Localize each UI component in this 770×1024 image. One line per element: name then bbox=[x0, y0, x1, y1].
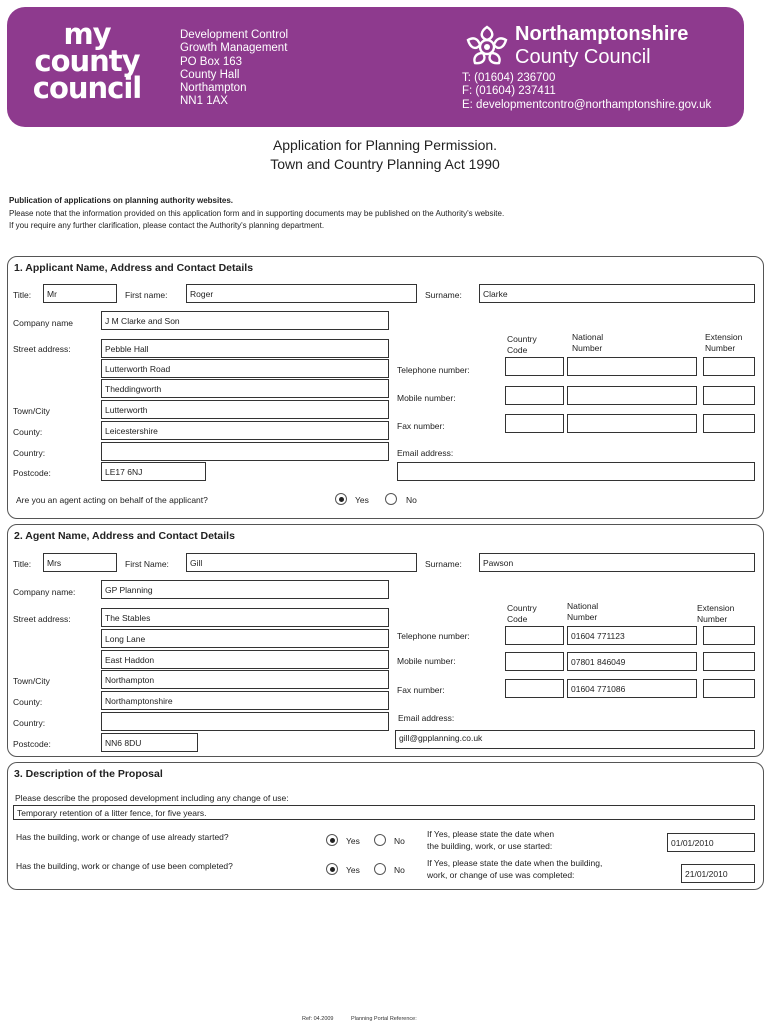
completed-yes-radio[interactable] bbox=[326, 863, 338, 875]
applicant-fax-country-input[interactable] bbox=[505, 414, 564, 433]
agent-county-input[interactable]: Northamptonshire bbox=[101, 691, 389, 710]
agent-surname-input[interactable]: Pawson bbox=[479, 553, 755, 572]
email-label: Email address: bbox=[397, 448, 454, 458]
completed-no-label: No bbox=[394, 865, 405, 875]
agent-fax-extension-input[interactable] bbox=[703, 679, 755, 698]
extension-number-header: Extension Number bbox=[705, 332, 743, 353]
logo-line-1: my bbox=[63, 17, 111, 51]
applicant-postcode-input[interactable]: LE17 6NJ bbox=[101, 462, 206, 481]
agent-street-2-input[interactable]: Long Lane bbox=[101, 629, 389, 648]
applicant-country-input[interactable] bbox=[101, 442, 389, 461]
proposal-description-input[interactable]: Temporary retention of a litter fence, for five years. bbox=[13, 805, 755, 820]
completed-yes-label: Yes bbox=[346, 865, 360, 875]
agent-company-input[interactable]: GP Planning bbox=[101, 580, 389, 599]
started-question: Has the building, work or change of use already started? bbox=[16, 832, 229, 842]
started-yes-label: Yes bbox=[346, 836, 360, 846]
company-label: Company name: bbox=[13, 587, 76, 597]
agent-first-name-input[interactable]: Gill bbox=[186, 553, 417, 572]
applicant-street-3-input[interactable]: Theddingworth bbox=[101, 379, 389, 398]
fax-label: Fax number: bbox=[397, 685, 445, 695]
fax-line: F: (01604) 237411 bbox=[462, 85, 556, 98]
street-label: Street address: bbox=[13, 344, 71, 354]
agent-mob-country-input[interactable] bbox=[505, 652, 564, 671]
agent-yes-radio[interactable] bbox=[335, 493, 347, 505]
logo-line-3: council bbox=[32, 71, 142, 105]
town-label: Town/City bbox=[13, 676, 50, 686]
national-number-header: National Number bbox=[567, 601, 599, 622]
country-label: Country: bbox=[13, 448, 46, 458]
completed-question: Has the building, work or change of use been completed? bbox=[16, 861, 233, 871]
footer-portal-reference: Planning Portal Reference: bbox=[351, 1016, 417, 1022]
agent-street-3-input[interactable]: East Haddon bbox=[101, 650, 389, 669]
section-1-title: 1. Applicant Name, Address and Contact Details bbox=[14, 262, 254, 274]
telephone-label: Telephone number: bbox=[397, 365, 470, 375]
postcode-label: Postcode: bbox=[13, 739, 51, 749]
publication-heading: Publication of applications on planning authority websites. bbox=[9, 196, 234, 205]
email-line: E: developmentcontro@northamptonshire.gov.uk bbox=[462, 98, 712, 111]
applicant-surname-input[interactable]: Clarke bbox=[479, 284, 755, 303]
agent-town-input[interactable]: Northampton bbox=[101, 670, 389, 689]
agent-postcode-input[interactable]: NN6 8DU bbox=[101, 733, 198, 752]
applicant-mob-national-input[interactable] bbox=[567, 386, 697, 405]
town-label: Town/City bbox=[13, 406, 50, 416]
agent-title-input[interactable]: Mrs bbox=[43, 553, 117, 572]
started-no-radio[interactable] bbox=[374, 834, 386, 846]
applicant-street-1-input[interactable]: Pebble Hall bbox=[101, 339, 389, 358]
agent-street-1-input[interactable]: The Stables bbox=[101, 608, 389, 627]
applicant-mob-extension-input[interactable] bbox=[703, 386, 755, 405]
agent-question: Are you an agent acting on behalf of the applicant? bbox=[16, 495, 208, 505]
applicant-street-2-input[interactable]: Lutterworth Road bbox=[101, 359, 389, 378]
completed-date-input[interactable]: 21/01/2010 bbox=[681, 864, 755, 883]
applicant-first-name-input[interactable]: Roger bbox=[186, 284, 417, 303]
agent-country-input[interactable] bbox=[101, 712, 389, 731]
surname-label: Surname: bbox=[425, 290, 462, 300]
completed-date-label: If Yes, please state the date when the building, work, or change of use was completed: bbox=[427, 858, 603, 880]
northamptonshire-rose-icon bbox=[463, 23, 511, 71]
applicant-county-input[interactable]: Leicestershire bbox=[101, 421, 389, 440]
agent-yes-label: Yes bbox=[355, 495, 369, 505]
street-label: Street address: bbox=[13, 614, 71, 624]
agent-no-label: No bbox=[406, 495, 417, 505]
applicant-company-input[interactable]: J M Clarke and Son bbox=[101, 311, 389, 330]
company-label: Company name bbox=[13, 318, 74, 328]
telephone-line: T: (01604) 236700 bbox=[462, 72, 556, 84]
my-county-council-logo bbox=[27, 17, 147, 105]
county-label: County: bbox=[13, 427, 43, 437]
footer-ref: Ref: 04.2009 bbox=[302, 1016, 334, 1022]
applicant-email-input[interactable] bbox=[397, 462, 755, 481]
agent-tel-national-input[interactable]: 01604 771123 bbox=[567, 626, 697, 645]
national-number-header: National Number bbox=[572, 332, 604, 353]
contact-details bbox=[462, 72, 711, 112]
agent-tel-extension-input[interactable] bbox=[703, 626, 755, 645]
publication-note-2: If you require any further clarification, please contact the Authority's planning department. bbox=[9, 221, 325, 230]
mobile-label: Mobile number: bbox=[397, 393, 456, 403]
extension-number-header: Extension Number bbox=[697, 603, 735, 624]
title-label: Title: bbox=[13, 559, 32, 569]
logo-line-2: county bbox=[34, 44, 140, 78]
started-date-label: If Yes, please state the date when the building, work, or use started: bbox=[427, 829, 555, 851]
first-name-label: First Name: bbox=[125, 559, 169, 569]
section-3-title: 3. Description of the Proposal bbox=[14, 768, 163, 780]
form-title: Application for Planning Permission. bbox=[272, 137, 498, 153]
publication-note-1: Please note that the information provided on this application form and in supporting documents may be published on the Authority's website. bbox=[9, 209, 505, 218]
applicant-fax-national-input[interactable] bbox=[567, 414, 697, 433]
section-2-title: 2. Agent Name, Address and Contact Details bbox=[14, 530, 235, 542]
started-no-label: No bbox=[394, 836, 405, 846]
country-code-header: Country Code bbox=[507, 603, 537, 624]
agent-mob-extension-input[interactable] bbox=[703, 652, 755, 671]
completed-no-radio[interactable] bbox=[374, 863, 386, 875]
title-label: Title: bbox=[13, 290, 32, 300]
applicant-fax-extension-input[interactable] bbox=[703, 414, 755, 433]
started-yes-radio[interactable] bbox=[326, 834, 338, 846]
agent-email-input[interactable]: gill@gpplanning.co.uk bbox=[395, 730, 755, 749]
header-banner bbox=[7, 7, 744, 127]
agent-tel-country-input[interactable] bbox=[505, 626, 564, 645]
agent-mob-national-input[interactable]: 07801 846049 bbox=[567, 652, 697, 671]
applicant-tel-extension-input[interactable] bbox=[703, 357, 755, 376]
applicant-mob-country-input[interactable] bbox=[505, 386, 564, 405]
applicant-title-input[interactable]: Mr bbox=[43, 284, 117, 303]
first-name-label: First name: bbox=[125, 290, 168, 300]
agent-fax-country-input[interactable] bbox=[505, 679, 564, 698]
telephone-label: Telephone number: bbox=[397, 631, 470, 641]
country-code-header: Country Code bbox=[507, 334, 537, 355]
applicant-town-input[interactable]: Lutterworth bbox=[101, 400, 389, 419]
description-prompt: Please describe the proposed development including any change of use: bbox=[15, 793, 289, 803]
county-label: County: bbox=[13, 697, 43, 707]
surname-label: Surname: bbox=[425, 559, 462, 569]
agent-no-radio[interactable] bbox=[385, 493, 397, 505]
council-name-line-1: Northamptonshire bbox=[515, 23, 689, 45]
council-name-line-2: County Council bbox=[515, 46, 651, 68]
country-label: Country: bbox=[13, 718, 46, 728]
applicant-tel-national-input[interactable] bbox=[567, 357, 697, 376]
mobile-label: Mobile number: bbox=[397, 656, 456, 666]
form-subtitle: Town and Country Planning Act 1990 bbox=[270, 156, 500, 172]
started-date-input[interactable]: 01/01/2010 bbox=[667, 833, 755, 852]
agent-fax-national-input[interactable]: 01604 771086 bbox=[567, 679, 697, 698]
postal-address: Development Control Growth Management PO Box 163 County Hall Northampton NN1 1AX bbox=[180, 29, 289, 108]
fax-label: Fax number: bbox=[397, 421, 445, 431]
postcode-label: Postcode: bbox=[13, 468, 51, 478]
applicant-tel-country-input[interactable] bbox=[505, 357, 564, 376]
email-label: Email address: bbox=[398, 713, 455, 723]
